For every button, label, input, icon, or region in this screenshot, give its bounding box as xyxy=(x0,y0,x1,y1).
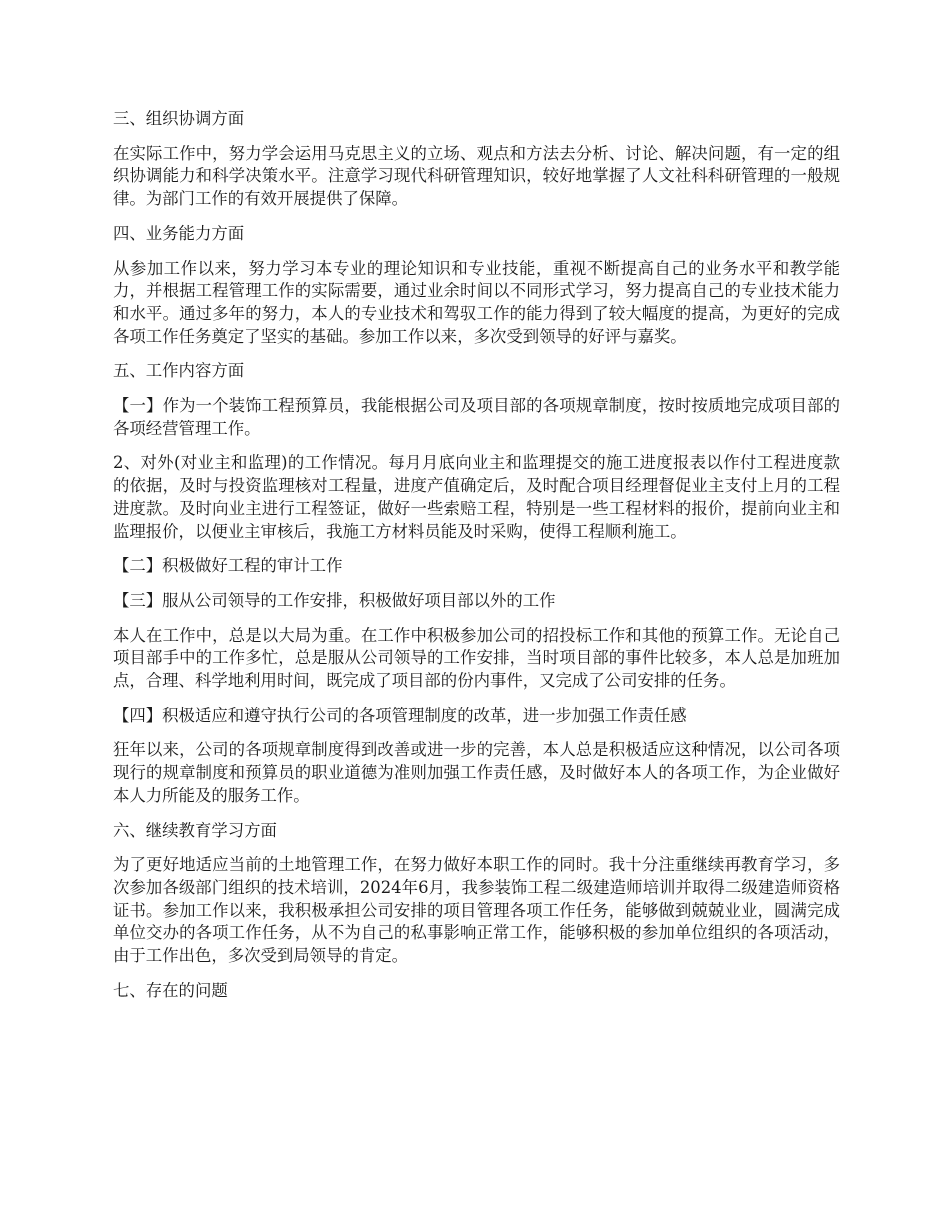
section-heading-work-content: 五、工作内容方面 xyxy=(113,361,245,381)
paragraph-continuing-education: 为了更好地适应当前的土地管理工作，在努力做好本职工作的同时。我十分注重继续再教育学习，多次参加各级部门组织的技术培训，2024年6月，我参装饰工程二级建造师培训并取得二级建造师资格证书。参加工作以来，我积极承担公司安排的项目管理各项工作任务，能够做到兢兢业业，圆满完成单位交办的各项工作任务，从不为自己的私事影响正常工作，能够积极的参加单位组织的各项活动，由于工作出色，多次受到局领导的肯定。 xyxy=(113,855,840,966)
paragraph-external-work: 2、对外(对业主和监理)的工作情况。每月月底向业主和监理提交的施工进度报表以作付工程进度款的依据，及时与投资监理核对工程量，进度产值确定后，及时配合项目经理督促业主支付上月的工程进度款。及时向业主进行工程签证，做好一些索赔工程，特别是一些工程材料的报价，提前向业主和监理报价，以便业主审核后，我施工方材料员能及时采购，使得工程顺利施工。 xyxy=(113,453,840,541)
paragraph-work-item-1: 【一】作为一个装饰工程预算员，我能根据公司及项目部的各项规章制度，按时按质地完成项目部的各项经营管理工作。 xyxy=(113,396,840,438)
section-heading-existing-problems: 七、存在的问题 xyxy=(113,980,228,1000)
section-heading-business-ability: 四、业务能力方面 xyxy=(113,223,245,243)
subheading-obey-arrangement: 【三】服从公司领导的工作安排，积极做好项目部以外的工作 xyxy=(113,590,556,610)
subheading-audit-work: 【二】积极做好工程的审计工作 xyxy=(113,556,343,576)
paragraph-business-ability: 从参加工作以来，努力学习本专业的理论知识和专业技能，重视不断提高自己的业务水平和教学能力，并根据工程管理工作的实际需要，通过业余时间以不同形式学习，努力提高自己的专业技术能力和水平。通过多年的努力，本人的专业技术和驾驭工作的能力得到了较大幅度的提高，为更好的完成各项工作任务奠定了坚实的基础。参加工作以来，多次受到领导的好评与嘉奖。 xyxy=(113,258,840,346)
document-page xyxy=(113,108,840,1015)
paragraph-organization: 在实际工作中，努力学会运用马克思主义的立场、观点和方法去分析、讨论、解决问题，有一定的组织协调能力和科学决策水平。注意学习现代科研管理知识，较好地掌握了人文社科科研管理的一般规律。为部门工作的有效开展提供了保障。 xyxy=(113,143,840,209)
section-heading-continuing-education: 六、继续教育学习方面 xyxy=(113,820,277,840)
section-heading-organization: 三、组织协调方面 xyxy=(113,109,245,128)
subheading-adapt-rules: 【四】积极适应和遵守执行公司的各项管理制度的改革，进一步加强工作责任感 xyxy=(113,705,687,725)
paragraph-obey-arrangement: 本人在工作中，总是以大局为重。在工作中积极参加公司的招投标工作和其他的预算工作。无论自己项目部手中的工作多忙，总是服从公司领导的工作安排，当时项目部的事件比较多，本人总是加班加点，合理、科学地利用时间，既完成了项目部的份内事件，又完成了公司安排的任务。 xyxy=(113,625,840,691)
paragraph-adapt-rules: 狂年以来，公司的各项规章制度得到改善或进一步的完善，本人总是积极适应这种情况，以公司各项现行的规章制度和预算员的职业道德为准则加强工作责任感，及时做好本人的各项工作，为企业做好本人力所能及的服务工作。 xyxy=(113,740,840,805)
